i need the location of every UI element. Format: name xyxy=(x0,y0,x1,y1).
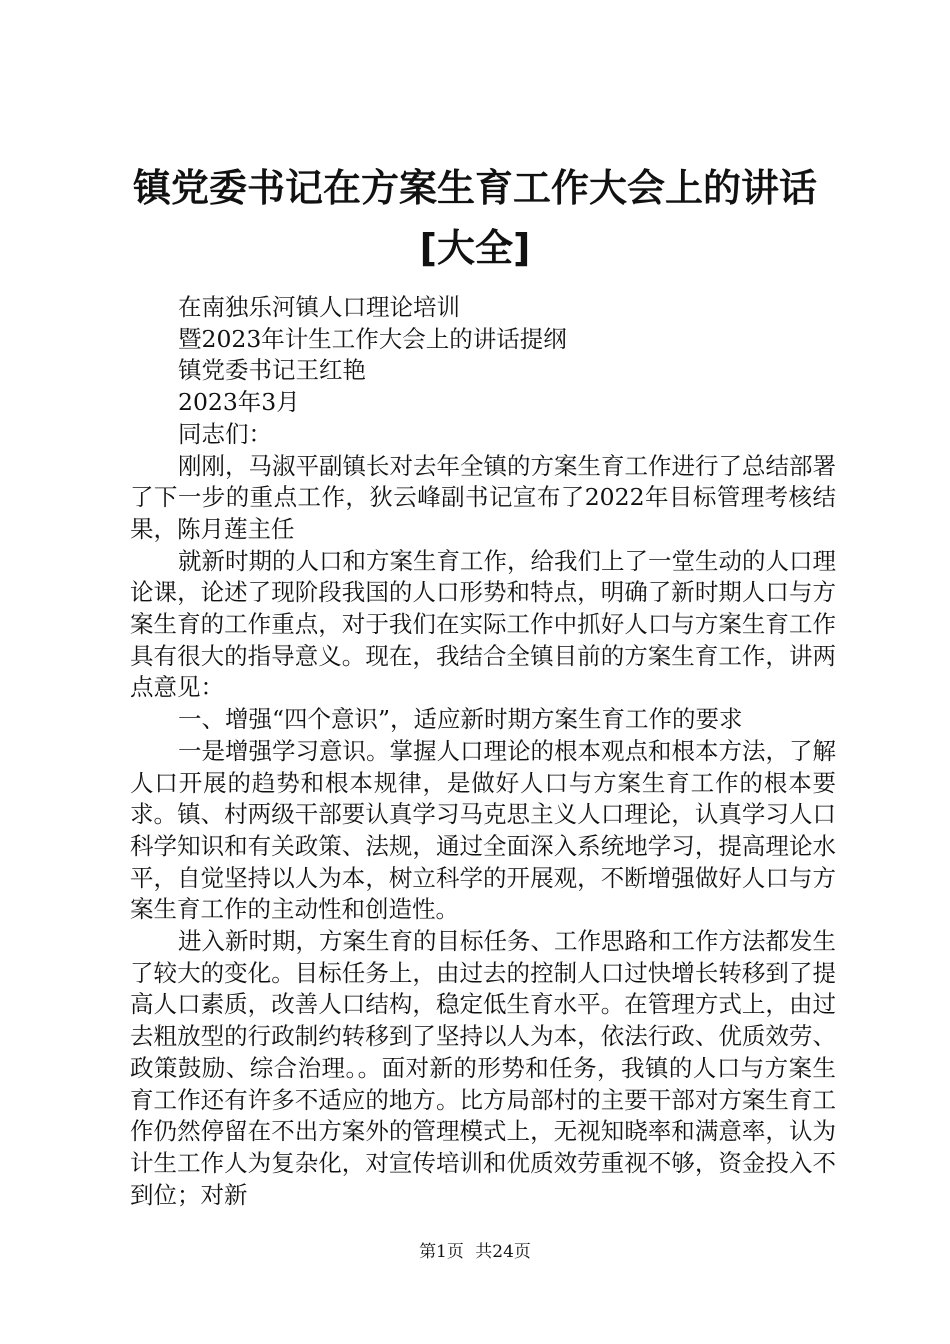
page-footer xyxy=(0,1240,950,1264)
paragraph: 在南独乐河镇人口理论培训 xyxy=(178,293,460,321)
section-heading: 一、增强“四个意识”，适应新时期方案生育工作的要求 xyxy=(178,705,743,734)
paragraph: 刚刚，马淑平副镇长对去年全镇的方案生育工作进行了总结部署了下一步的重点工作，狄云峰副书记宣布了2022年目标管理考核结果，陈月莲主任 xyxy=(130,451,836,543)
page-number: 第1页 xyxy=(419,1242,464,1262)
paragraph: 同志们： xyxy=(178,419,272,448)
page-total: 共24页 xyxy=(475,1242,531,1262)
paragraph: 暨2023年计生工作大会上的讲话提纲 xyxy=(178,324,567,353)
paragraph: 就新时期的人口和方案生育工作，给我们上了一堂生动的人口理论课，论述了现阶段我国的人口形势和特点，明确了新时期人口与方案生育的工作重点，对于我们在实际工作中抓好人口与方案生育工作具有很大的指导意义。现在，我结合全镇目前的方案生育工作，讲两点意见： xyxy=(130,546,836,702)
paragraph: 进入新时期，方案生育的目标任务、工作思路和工作方法都发生了较大的变化。目标任务上，由过去的控制人口过快增长转移到了提高人口素质，改善人口结构，稳定低生育水平。在管理方式上，由过去粗放型的行政制约转移到了坚持以人为本，依法行政、优质效劳、政策鼓励、综合治理。。面对新的形势和任务，我镇的人口与方案生育工作还有许多不适应的地方。比方局部村的主要干部对方案生育工作仍然停留在不出方案外的管理模式上，无视知晓率和满意率，认为计生工作人为复杂化，对宣传培训和优质效劳重视不够，资金投入不到位；对新 xyxy=(130,927,836,1209)
paragraph: 镇党委书记王红艳 xyxy=(178,356,366,385)
document-title: 镇党委书记在方案生育工作大会上的讲话[大全] xyxy=(132,166,817,270)
paragraph: 2023年3月 xyxy=(178,388,300,417)
document-body xyxy=(130,292,836,1211)
paragraph: 一是增强学习意识。掌握人口理论的根本观点和根本方法，了解人口开展的趋势和根本规律，是做好人口与方案生育工作的根本要求。镇、村两级干部要认真学习马克思主义人口理论，认真学习人口科学知识和有关政策、法规，通过全面深入系统地学习，提高理论水平，自觉坚持以人为本，树立科学的开展观，不断增强做好人口与方案生育工作的主动性和创造性。 xyxy=(130,736,836,924)
